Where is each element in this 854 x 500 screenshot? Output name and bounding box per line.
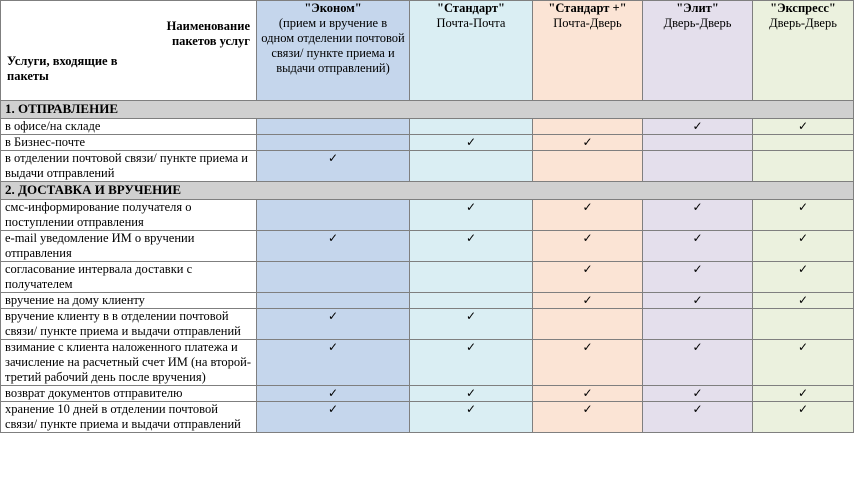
checkmark-icon: ✓ bbox=[582, 231, 593, 245]
cell-elit bbox=[643, 402, 753, 433]
cell-standart-plus bbox=[533, 262, 643, 293]
cell-standart bbox=[410, 200, 533, 231]
package-name: "Эконом" bbox=[304, 1, 362, 15]
cell-standart bbox=[410, 309, 533, 340]
cell-express bbox=[753, 386, 854, 402]
packages-label: Наименование пакетов услуг bbox=[166, 19, 250, 48]
cell-standart bbox=[410, 386, 533, 402]
cell-econom bbox=[257, 262, 410, 293]
cell-econom bbox=[257, 119, 410, 135]
checkmark-icon: ✓ bbox=[465, 309, 477, 323]
service-name: взимание с клиента наложенного платежа и зачисление на расчетный счет ИМ (на второй-третий рабочий день после вручения) bbox=[1, 340, 257, 386]
checkmark-icon: ✓ bbox=[692, 340, 703, 354]
cell-express bbox=[753, 151, 854, 182]
checkmark-icon: ✓ bbox=[582, 340, 593, 354]
cell-elit bbox=[643, 119, 753, 135]
section-row bbox=[1, 101, 854, 119]
service-name: вручение на дому клиенту bbox=[1, 293, 257, 309]
checkmark-icon: ✓ bbox=[797, 262, 809, 276]
checkmark-icon: ✓ bbox=[797, 119, 809, 133]
cell-standart bbox=[410, 231, 533, 262]
checkmark-icon: ✓ bbox=[327, 309, 339, 323]
cell-elit bbox=[643, 262, 753, 293]
package-header-elit bbox=[643, 1, 753, 101]
checkmark-icon: ✓ bbox=[692, 293, 703, 307]
cell-econom bbox=[257, 200, 410, 231]
cell-standart-plus bbox=[533, 151, 643, 182]
package-header-standart bbox=[410, 1, 533, 101]
package-name: "Элит" bbox=[676, 1, 719, 15]
checkmark-icon: ✓ bbox=[465, 231, 477, 245]
cell-standart-plus bbox=[533, 340, 643, 386]
cell-standart-plus bbox=[533, 402, 643, 433]
cell-elit bbox=[643, 309, 753, 340]
section-title: 1. ОТПРАВЛЕНИЕ bbox=[1, 101, 854, 119]
table-row bbox=[1, 151, 854, 182]
cell-express bbox=[753, 309, 854, 340]
checkmark-icon: ✓ bbox=[582, 402, 593, 416]
checkmark-icon: ✓ bbox=[582, 262, 593, 276]
checkmark-icon: ✓ bbox=[797, 386, 809, 400]
package-subtitle: Дверь-Дверь bbox=[663, 16, 732, 30]
table-row bbox=[1, 262, 854, 293]
package-header-econom bbox=[257, 1, 410, 101]
cell-standart-plus bbox=[533, 231, 643, 262]
service-name: вручение клиенту в в отделении почтовой связи/ пункте приема и выдачи отправлений bbox=[1, 309, 257, 340]
checkmark-icon: ✓ bbox=[465, 386, 477, 400]
checkmark-icon: ✓ bbox=[465, 340, 477, 354]
checkmark-icon: ✓ bbox=[797, 231, 809, 245]
checkmark-icon: ✓ bbox=[692, 262, 703, 276]
cell-elit bbox=[643, 231, 753, 262]
checkmark-icon: ✓ bbox=[797, 402, 809, 416]
table-row bbox=[1, 386, 854, 402]
cell-econom bbox=[257, 402, 410, 433]
cell-elit bbox=[643, 340, 753, 386]
services-label: Услуги, входящие в пакеты bbox=[7, 54, 118, 83]
table-row bbox=[1, 231, 854, 262]
checkmark-icon: ✓ bbox=[692, 200, 703, 214]
cell-express bbox=[753, 200, 854, 231]
checkmark-icon: ✓ bbox=[582, 135, 593, 149]
cell-econom bbox=[257, 151, 410, 182]
checkmark-icon: ✓ bbox=[797, 200, 809, 214]
service-name: согласование интервала доставки с получателем bbox=[1, 262, 257, 293]
service-name: возврат документов отправителю bbox=[1, 386, 257, 402]
cell-standart-plus bbox=[533, 200, 643, 231]
table-row bbox=[1, 340, 854, 386]
section-title: 2. ДОСТАВКА И ВРУЧЕНИЕ bbox=[1, 182, 854, 200]
cell-econom bbox=[257, 340, 410, 386]
checkmark-icon: ✓ bbox=[797, 293, 809, 307]
cell-econom bbox=[257, 386, 410, 402]
service-name: смс-информирование получателя о поступлении отправления bbox=[1, 200, 257, 231]
table-row bbox=[1, 119, 854, 135]
service-name: хранение 10 дней в отделении почтовой связи/ пункте приема и выдачи отправлений bbox=[1, 402, 257, 433]
cell-standart-plus bbox=[533, 135, 643, 151]
checkmark-icon: ✓ bbox=[582, 200, 593, 214]
section-row bbox=[1, 182, 854, 200]
cell-standart bbox=[410, 402, 533, 433]
package-subtitle: Почта-Дверь bbox=[553, 16, 622, 30]
package-header-express bbox=[753, 1, 854, 101]
table-row bbox=[1, 402, 854, 433]
checkmark-icon: ✓ bbox=[692, 402, 703, 416]
table-row bbox=[1, 135, 854, 151]
cell-elit bbox=[643, 151, 753, 182]
service-name: e-mail уведомление ИМ о вручении отправления bbox=[1, 231, 257, 262]
checkmark-icon: ✓ bbox=[582, 293, 593, 307]
cell-econom bbox=[257, 135, 410, 151]
corner-header-cell bbox=[1, 1, 257, 101]
cell-express bbox=[753, 293, 854, 309]
table-row bbox=[1, 200, 854, 231]
checkmark-icon: ✓ bbox=[465, 135, 477, 149]
cell-standart bbox=[410, 119, 533, 135]
cell-econom bbox=[257, 231, 410, 262]
checkmark-icon: ✓ bbox=[692, 119, 703, 133]
checkmark-icon: ✓ bbox=[327, 151, 339, 165]
checkmark-icon: ✓ bbox=[327, 231, 339, 245]
cell-standart bbox=[410, 151, 533, 182]
header-row bbox=[1, 1, 854, 101]
service-name: в отделении почтовой связи/ пункте приема и выдачи отправлений bbox=[1, 151, 257, 182]
cell-elit bbox=[643, 135, 753, 151]
cell-elit bbox=[643, 200, 753, 231]
cell-econom bbox=[257, 309, 410, 340]
cell-express bbox=[753, 262, 854, 293]
checkmark-icon: ✓ bbox=[582, 386, 593, 400]
checkmark-icon: ✓ bbox=[465, 200, 477, 214]
package-name: "Стандарт" bbox=[437, 1, 505, 15]
package-subtitle: Дверь-Дверь bbox=[769, 16, 837, 30]
cell-express bbox=[753, 340, 854, 386]
cell-standart bbox=[410, 340, 533, 386]
cell-elit bbox=[643, 293, 753, 309]
cell-standart-plus bbox=[533, 309, 643, 340]
cell-standart bbox=[410, 262, 533, 293]
table-row bbox=[1, 293, 854, 309]
service-name: в офисе/на складе bbox=[1, 119, 257, 135]
cell-standart bbox=[410, 135, 533, 151]
table-row bbox=[1, 309, 854, 340]
cell-standart-plus bbox=[533, 386, 643, 402]
package-name: "Стандарт +" bbox=[548, 1, 627, 15]
checkmark-icon: ✓ bbox=[797, 340, 809, 354]
cell-econom bbox=[257, 293, 410, 309]
package-name: "Экспресс" bbox=[770, 1, 836, 15]
service-name: в Бизнес-почте bbox=[1, 135, 257, 151]
cell-standart-plus bbox=[533, 119, 643, 135]
cell-standart-plus bbox=[533, 293, 643, 309]
checkmark-icon: ✓ bbox=[465, 402, 477, 416]
checkmark-icon: ✓ bbox=[692, 386, 703, 400]
checkmark-icon: ✓ bbox=[327, 386, 339, 400]
checkmark-icon: ✓ bbox=[692, 231, 703, 245]
cell-express bbox=[753, 135, 854, 151]
checkmark-icon: ✓ bbox=[327, 340, 339, 354]
cell-express bbox=[753, 402, 854, 433]
cell-express bbox=[753, 119, 854, 135]
cell-express bbox=[753, 231, 854, 262]
cell-elit bbox=[643, 386, 753, 402]
cell-standart bbox=[410, 293, 533, 309]
package-subtitle: Почта-Почта bbox=[436, 16, 506, 30]
table-body bbox=[1, 101, 854, 433]
package-subtitle: (прием и вручение в одном отделении почтовой связи/ пункте приема и выдачи отправлений) bbox=[261, 16, 405, 75]
checkmark-icon: ✓ bbox=[327, 402, 339, 416]
package-header-standart-plus bbox=[533, 1, 643, 101]
